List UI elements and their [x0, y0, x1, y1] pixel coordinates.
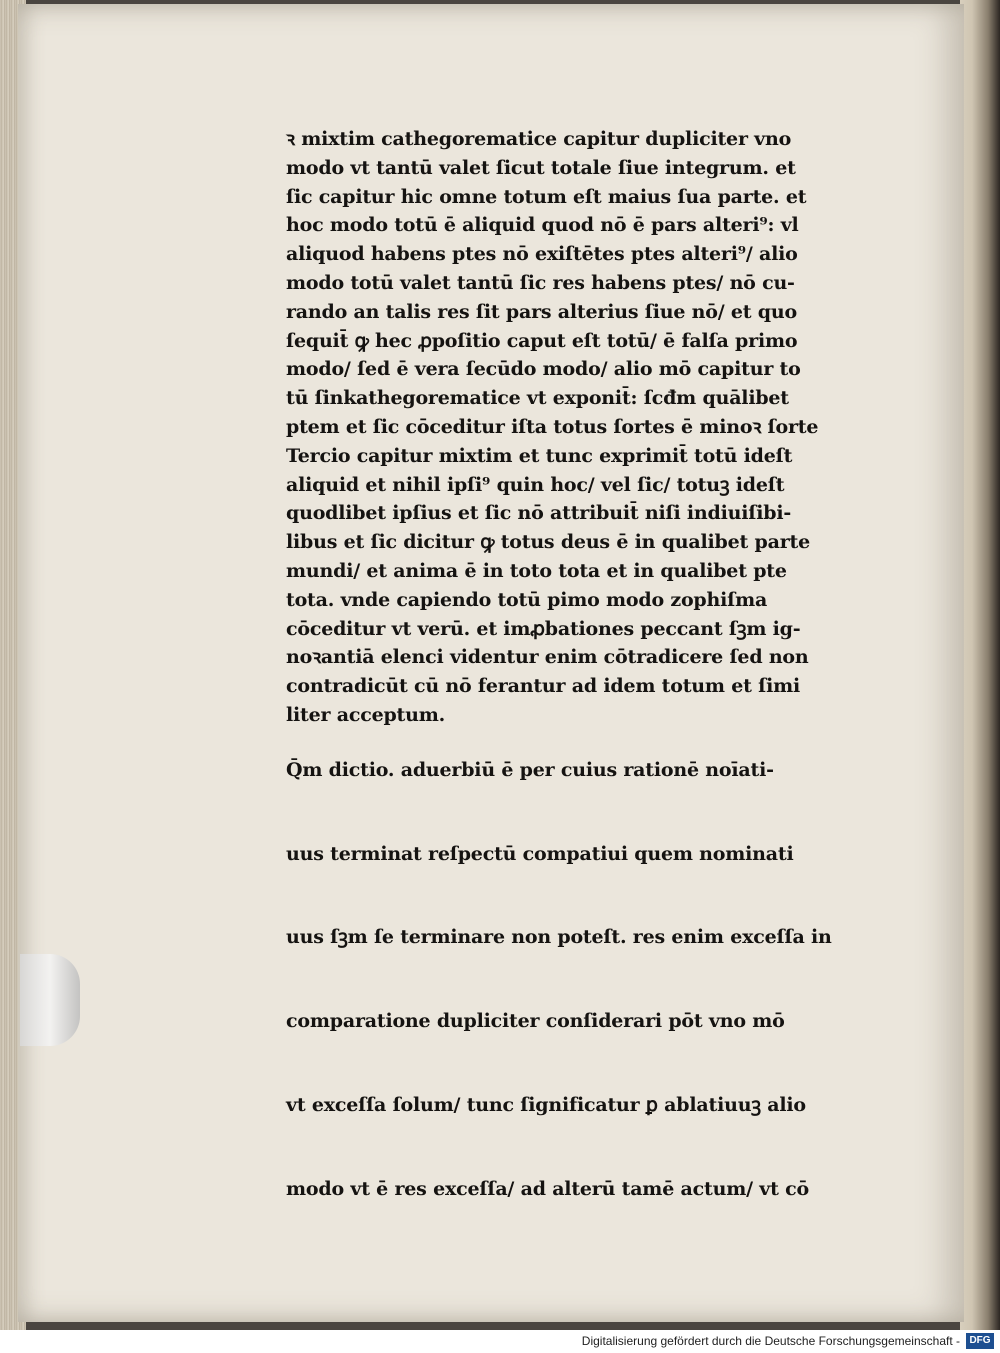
- footer-credit: Digitalisierung gefördert durch die Deutsche Forschungsgemeinschaft -: [581, 1334, 960, 1348]
- text-line: ſic capitur hic omne totum eſt maius ſua parte. et: [286, 185, 807, 208]
- text-line: quodlibet ipſius et ſic nō attribuit̄ niſi indiuiſibi-: [286, 502, 792, 525]
- page-clip: [20, 954, 80, 1046]
- text-line: noꝛantiā elenci videntur enim cōtradicere ſed non: [286, 646, 809, 669]
- text-line: comparatione dupliciter conſiderari pōt vno mō: [286, 1010, 785, 1033]
- footer-bar: [0, 1330, 1000, 1353]
- text-line: tū ſinkathegorematice vt exponit̄: ſcđm quālibet: [286, 387, 789, 410]
- text-line: Tercio capitur mixtim et tunc exprimit̄ totū ideſt: [286, 444, 793, 467]
- text-block: [286, 125, 832, 1204]
- book-cover-edge: [960, 0, 1000, 1330]
- text-line: contradicūt cū nō ferantur ad idem totum et ſimi: [286, 675, 801, 698]
- text-line: modo/ ſed ē vera ſecūdo modo/ alio mō capitur to: [286, 358, 801, 381]
- text-line: modo totū valet tantū ſic res habens ptes/ nō cu-: [286, 271, 795, 294]
- text-line: ptem et ſic cōceditur iſta totus ſortes ē minoꝛ ſorte: [286, 415, 819, 438]
- text-line: libus et ſic dicitur ꝙ totus deus ē in qualibet parte: [286, 531, 810, 554]
- text-line: mundi/ et anima ē in toto tota et in qualibet pte: [286, 559, 787, 582]
- text-line: liter acceptum.: [286, 703, 446, 726]
- text-line: hoc modo totū ē aliquid quod nō ē pars alteri⁹: vl: [286, 214, 799, 237]
- text-line: tota. vnde capiendo totū pimo modo zophiſma: [286, 588, 768, 611]
- text-line: uus terminat reſpectū compatiui quem nominati: [286, 842, 794, 865]
- text-line: vt exceſſa ſolum/ tunc ſignificatur ꝑ ablatiuuꝫ alio: [286, 1093, 806, 1116]
- text-line: aliquod habens ptes nō exiſtētes ptes alteri⁹/ alio: [286, 243, 798, 266]
- text-line: cōceditur vt verū. et imꝓbationes peccant ſꝫm ig-: [286, 617, 801, 640]
- text-line: ꝛ mixtim cathegorematice capitur dupliciter vno: [286, 128, 792, 150]
- text-line: modo vt tantū valet ſicut totale ſiue integrum. et: [286, 156, 796, 179]
- paragraph-gap: [286, 730, 806, 756]
- text-line: rando an talis res ſit pars alterius ſiue nō/ et quo: [286, 300, 797, 323]
- dfg-logo: DFG: [966, 1333, 994, 1349]
- text-line: ſequit̄ ꝙ hec ꝓpoſitio caput eſt totū/ ē falſa primo: [286, 329, 798, 352]
- text-line: uus ſꝫm ſe terminare non poteſt. res enim exceſſa in: [286, 926, 832, 949]
- text-line: aliquid et nihil ipſi⁹ quin hoc/ vel ſic/ totuꝫ ideſt: [286, 473, 785, 496]
- text-line: modo vt ē res exceſſa/ ad alterū tamē actum/ vt cō: [286, 1177, 809, 1200]
- text-line: Q̄m dictio. aduerbiū ē per cuius rationē noīati-: [286, 758, 774, 781]
